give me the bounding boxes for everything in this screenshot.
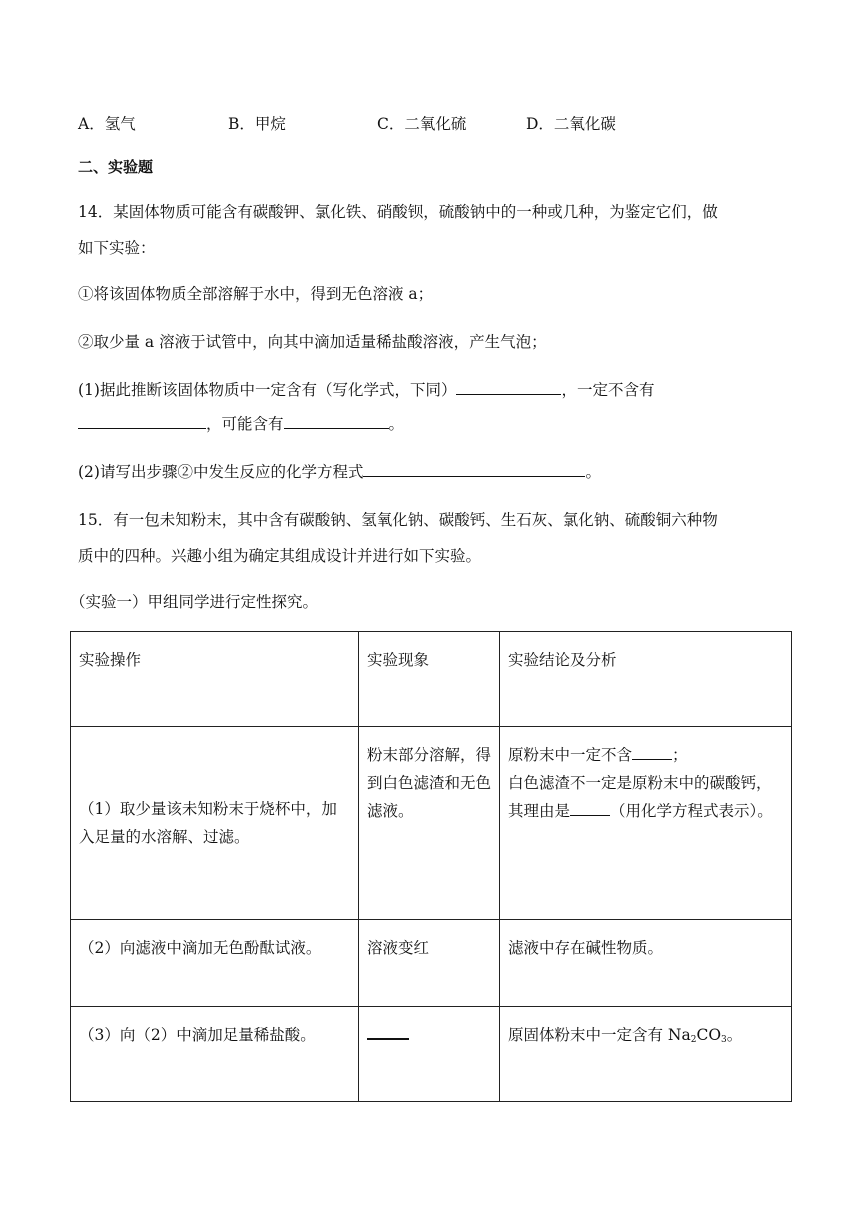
answer-blank[interactable] bbox=[78, 414, 206, 429]
table-row bbox=[71, 920, 792, 1007]
q15-line2: 质中的四种。兴趣小组为确定其组成设计并进行如下实验。 bbox=[78, 547, 482, 565]
q14-sub1-line2 bbox=[78, 412, 404, 434]
experiment-table bbox=[70, 631, 792, 1102]
q14-line1: 14．某固体物质可能含有碳酸钾、氯化铁、硝酸钡，硫酸钠中的一种或几种，为鉴定它们，做 bbox=[78, 203, 718, 221]
q14-sub2-text: (2)请写出步骤②中发生反应的化学方程式 bbox=[78, 463, 364, 481]
row3-conclusion-text: 原固体粉末中一定含有 Na bbox=[508, 1026, 691, 1044]
q14-step1: ①将该固体物质全部溶解于水中，得到无色溶液 a； bbox=[78, 285, 434, 303]
q14-sub2-line bbox=[78, 460, 601, 482]
section-title: 二、实验题 bbox=[78, 158, 154, 176]
row1-conclusion-a-end: ； bbox=[672, 746, 688, 764]
table-row bbox=[71, 727, 792, 920]
q14-step2: ②取少量 a 溶液于试管中，向其中滴加适量稀盐酸溶液，产生气泡； bbox=[78, 333, 547, 351]
q14-line2: 如下实验： bbox=[78, 239, 156, 257]
table-header-row bbox=[71, 632, 792, 727]
row3-conclusion bbox=[500, 1007, 792, 1102]
subscript: 2 bbox=[690, 1035, 697, 1045]
answer-blank[interactable] bbox=[363, 462, 585, 477]
row1-phenomenon: 粉末部分溶解，得到白色滤渣和无色滤液。 bbox=[359, 727, 500, 920]
q15-line1: 15．有一包未知粉末，其中含有碳酸钠、氢氧化钠、碳酸钙、生石灰、氯化钠、硫酸铜六种物 bbox=[78, 511, 718, 529]
answer-blank[interactable] bbox=[367, 1026, 409, 1040]
row3-operation: （3）向（2）中滴加足量稀盐酸。 bbox=[71, 1007, 359, 1102]
row2-phenomenon: 溶液变红 bbox=[359, 920, 500, 1007]
row1-conclusion bbox=[500, 727, 792, 920]
row1-conclusion-b-end: （用化学方程式表示）。 bbox=[610, 802, 773, 820]
q14-sub1-line1 bbox=[78, 378, 654, 400]
answer-options bbox=[78, 112, 778, 134]
option-c: C．二氧化硫 bbox=[377, 115, 467, 133]
option-b: B．甲烷 bbox=[228, 115, 286, 133]
option-d: D．二氧化碳 bbox=[526, 115, 616, 133]
q14-sub2-end: 。 bbox=[585, 463, 601, 481]
answer-blank[interactable] bbox=[284, 414, 389, 429]
q14-sub1-text1: (1)据此推断该固体物质中一定含有（写化学式，下同） bbox=[78, 381, 457, 399]
row1-operation: （1）取少量该未知粉末于烧杯中，加入足量的水溶解、过滤。 bbox=[71, 727, 359, 920]
q14-sub1-text3: ，可能含有 bbox=[206, 415, 284, 433]
q14-sub1-text2: ，一定不含有 bbox=[561, 381, 655, 399]
subscript: 3 bbox=[721, 1035, 727, 1045]
row3-conclusion-end: 。 bbox=[726, 1026, 743, 1044]
row1-conclusion-a: 原粉末中一定不含 bbox=[508, 746, 633, 764]
formula-co: CO bbox=[696, 1026, 722, 1044]
q14-sub1-end: 。 bbox=[388, 415, 405, 433]
row2-conclusion: 滤液中存在碱性物质。 bbox=[500, 920, 792, 1007]
row2-operation: （2）向滤液中滴加无色酚酞试液。 bbox=[71, 920, 359, 1007]
answer-blank[interactable] bbox=[456, 380, 561, 395]
answer-blank[interactable] bbox=[570, 801, 610, 816]
answer-blank[interactable] bbox=[632, 745, 672, 760]
option-a: A．氢气 bbox=[78, 115, 136, 133]
header-conclusion: 实验结论及分析 bbox=[500, 632, 792, 727]
header-phenomenon: 实验现象 bbox=[359, 632, 500, 727]
header-operation: 实验操作 bbox=[71, 632, 359, 727]
row1-conclusion-b: 白色滤渣不一定是原粉末中的碳酸钙，其理由是 bbox=[508, 774, 772, 820]
q15-exp1-title: （实验一）甲组同学进行定性探究。 bbox=[70, 593, 319, 611]
row3-phenomenon bbox=[359, 1007, 500, 1102]
table-row bbox=[71, 1007, 792, 1102]
